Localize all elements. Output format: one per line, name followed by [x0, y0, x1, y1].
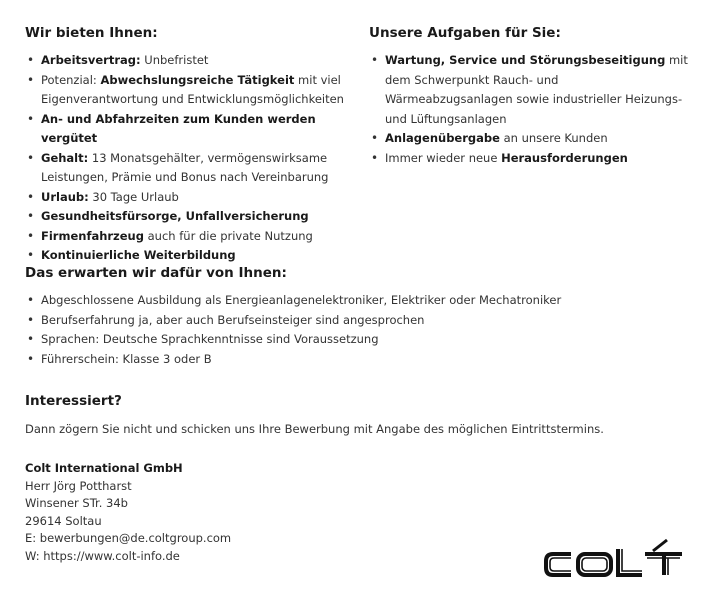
- list-item: • Gesundheitsfürsorge, Unfallversicherung: [25, 207, 355, 227]
- list-item: • Wartung, Service und Störungsbeseitigung mit dem Schwerpunkt Rauch- und Wärmeabzugsanlagen sowie industrieller Heizungs- und Lüftungsanlagen: [369, 51, 689, 129]
- list-item: • Arbeitsvertrag: Unbefristet: [25, 51, 355, 71]
- interest-heading: Interessiert?: [25, 393, 122, 409]
- contact-web[interactable]: W: https://www.colt-info.de: [25, 548, 180, 563]
- contact-city: 29614 Soltau: [25, 513, 102, 528]
- expect-list: [25, 291, 685, 369]
- list-item: • Anlagenübergabe an unsere Kunden: [369, 129, 689, 149]
- offer-list: [25, 51, 355, 266]
- list-item: • Firmenfahrzeug auch für die private Nutzung: [25, 227, 355, 247]
- offer-heading: Wir bieten Ihnen:: [25, 25, 158, 41]
- contact-street: Winsener STr. 34b: [25, 496, 128, 510]
- offer-section: [25, 24, 355, 266]
- list-item: • Führerschein: Klasse 3 oder B: [25, 350, 685, 370]
- list-item: • Sprachen: Deutsche Sprachkenntnisse sind Voraussetzung: [25, 330, 685, 350]
- interest-section: [25, 392, 685, 438]
- list-item: • Immer wieder neue Herausforderungen: [369, 149, 689, 169]
- list-item: • Urlaub: 30 Tage Urlaub: [25, 188, 355, 208]
- list-item: • Gehalt: 13 Monatsgehälter, vermögenswirksame Leistungen, Prämie und Bonus nach Vereinbarung: [25, 149, 355, 188]
- tasks-section: [369, 24, 689, 168]
- interest-text: Dann zögern Sie nicht und schicken uns Ihre Bewerbung mit Angabe des möglichen Eintrittstermins.: [25, 422, 604, 436]
- contact-email[interactable]: E: bewerbungen@de.coltgroup.com: [25, 531, 232, 545]
- colt-logo: [541, 537, 687, 583]
- contact-person: Herr Jörg Pottharst: [25, 478, 132, 493]
- tasks-heading: Unsere Aufgaben für Sie:: [369, 25, 561, 41]
- list-item: • Berufserfahrung ja, aber auch Berufseinsteiger sind angesprochen: [25, 311, 685, 331]
- expect-section: [25, 264, 685, 369]
- expect-heading: Das erwarten wir dafür von Ihnen:: [25, 265, 287, 281]
- list-item: • Abgeschlossene Ausbildung als Energieanlagenelektroniker, Elektriker oder Mechatroniker: [25, 291, 685, 311]
- list-item: • Potenzial: Abwechslungsreiche Tätigkeit mit viel Eigenverantwortung und Entwicklungsmöglichkeiten: [25, 71, 355, 110]
- tasks-list: [369, 51, 689, 168]
- contact-company: Colt International GmbH: [25, 461, 183, 475]
- list-item: • Kontinuierliche Weiterbildung: [25, 246, 355, 266]
- list-item: • An- und Abfahrzeiten zum Kunden werden vergütet: [25, 110, 355, 149]
